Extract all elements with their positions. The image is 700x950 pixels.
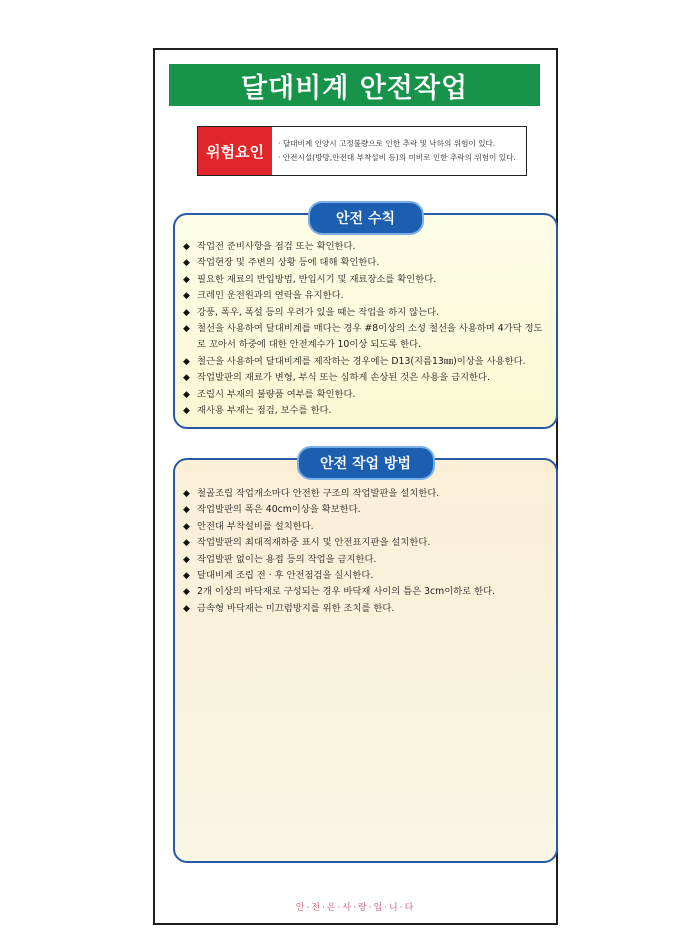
list-item: ◆ 철근을 사용하여 달대비계를 제작하는 경우에는 D13(지름13㎜)이상을 사용한다. (183, 354, 550, 370)
diamond-bullet-icon: ◆ (183, 489, 190, 499)
safety-rules-panel (173, 213, 558, 429)
diamond-bullet-icon: ◆ (183, 389, 190, 400)
list-item: ◆ 금속형 바닥재는 미끄럼방지를 위한 조치를 한다. (183, 601, 550, 617)
diamond-bullet-icon: ◆ (183, 554, 190, 565)
diamond-bullet-icon: ◆ (183, 373, 190, 384)
list-item: ◆ 재사용 부재는 점검, 보수를 한다. (183, 403, 550, 419)
list-item: ◆ 크레인 운전원과의 연락을 유지한다. (183, 288, 550, 304)
diamond-bullet-icon: ◆ (183, 324, 190, 335)
diamond-bullet-icon: ◆ (183, 571, 190, 582)
diamond-bullet-icon: ◆ (183, 521, 190, 532)
footer-slogan: 안·전·은·사·랑·입·니·다 (295, 903, 416, 913)
hazard-item: · 달대비계 인양시 고정불량으로 인한 추락 및 낙하의 위험이 있다. (278, 139, 496, 148)
page-title: 달대비계 안전작업 (169, 64, 540, 106)
list-item: ◆ 조립시 부재의 불량품 여부를 확인한다. (183, 387, 550, 403)
list-item: ◆ 작업발판의 최대적재하중 표시 및 안전표지판을 설치한다. (183, 535, 550, 551)
list-item: ◆ 작업발판의 재료가 변형, 부식 또는 심하게 손상된 것은 사용을 금지한다. (183, 370, 550, 386)
list-item: ◆ 철선을 사용하여 달대비계를 매다는 경우 #8이상의 소성 철선을 사용하며 4가닥 정도로 꼬아서 하중에 대한 안전계수가 10이상 되도록 한다. (183, 323, 543, 351)
diamond-bullet-icon: ◆ (183, 258, 190, 269)
diamond-bullet-icon: ◆ (183, 406, 190, 417)
list-item: ◆ 작업발판 없이는 용접 등의 작업을 금지한다. (183, 552, 550, 568)
diamond-bullet-icon: ◆ (183, 356, 190, 367)
list-item: ◆ 작업전 준비사항을 점검 또는 확인한다. (183, 239, 550, 255)
diamond-bullet-icon: ◆ (183, 274, 190, 285)
diamond-bullet-icon: ◆ (183, 587, 190, 598)
list-item: ◆ 필요한 재료의 반입방법, 반입시기 및 재료장소를 확인한다. (183, 272, 550, 288)
safe-work-method-list (183, 486, 550, 617)
hazard-box (197, 126, 527, 176)
safety-rules-list (183, 239, 550, 419)
diamond-bullet-icon: ◆ (183, 603, 190, 614)
hazard-label: 위험요인 (198, 127, 272, 175)
list-item: ◆ 철골조립 작업개소마다 안전한 구조의 작업발판을 설치한다. (183, 486, 550, 502)
diamond-bullet-icon: ◆ (183, 307, 190, 318)
list-item: ◆ 달대비계 조립 전 · 후 안전점검을 실시한다. (183, 568, 550, 584)
safe-work-method-panel (173, 458, 558, 863)
safe-work-method-heading: 안전 작업 방법 (297, 446, 435, 480)
list-item: ◆ 안전대 부착설비를 설치한다. (183, 519, 550, 535)
list-item: ◆ 강풍, 폭우, 폭설 등의 우려가 있을 때는 작업을 하지 않는다. (183, 305, 550, 321)
hazard-list (272, 127, 526, 175)
safety-rules-heading: 안전 수칙 (308, 201, 424, 235)
hazard-item: · 안전시설(방망,안전대 부착설비 등)의 미비로 인한 추락의 위험이 있다. (278, 153, 516, 162)
list-item: ◆ 작업현장 및 주변의 상황 등에 대해 확인한다. (183, 255, 550, 271)
list-item: ◆ 2개 이상의 바닥재로 구성되는 경우 바닥재 사이의 틈은 3cm이하로 한다. (183, 584, 550, 600)
poster-sheet (153, 48, 558, 925)
diamond-bullet-icon: ◆ (183, 505, 190, 516)
diamond-bullet-icon: ◆ (183, 242, 190, 252)
diamond-bullet-icon: ◆ (183, 291, 190, 302)
diamond-bullet-icon: ◆ (183, 538, 190, 549)
list-item: ◆ 작업발판의 폭은 40cm이상을 확보한다. (183, 502, 550, 518)
